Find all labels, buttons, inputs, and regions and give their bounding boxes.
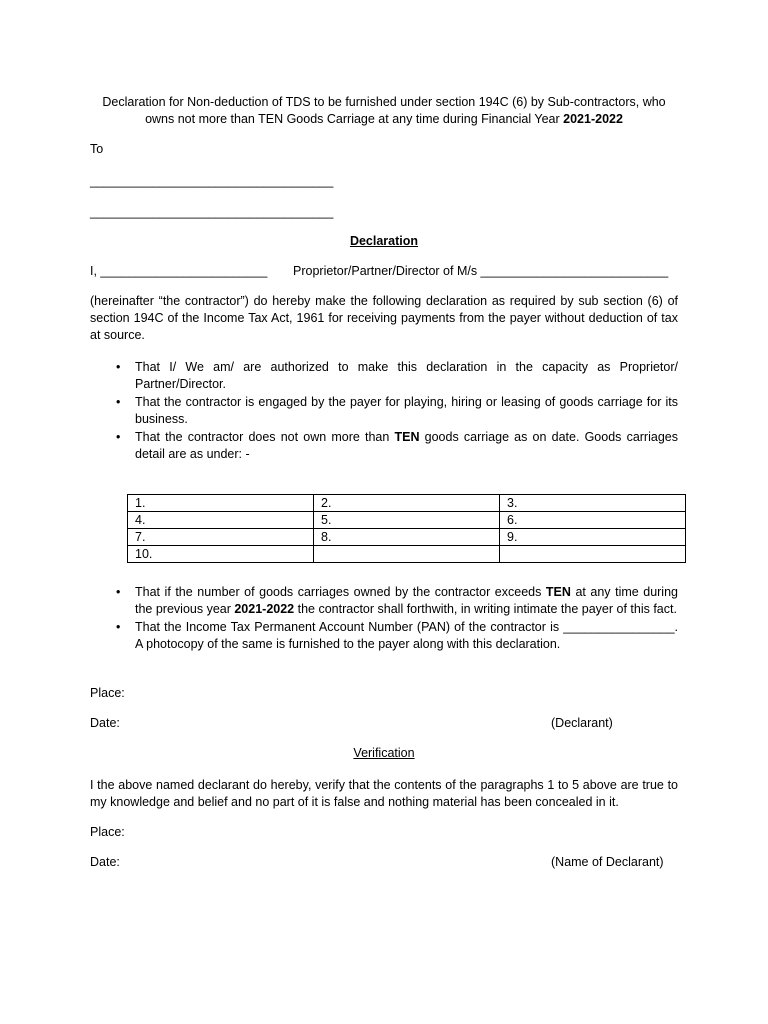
table-cell [500,546,686,563]
table-cell: 2. [314,495,500,512]
bullet-icon: • [116,585,121,599]
declarant-name-label: (Name of Declarant) [551,855,664,869]
declarant-name-line: I, ________________________ [90,264,268,278]
declaration-points [90,359,678,464]
declarant-signature-label: (Declarant) [551,716,613,730]
table-cell: 8. [314,529,500,546]
table-row [128,512,686,529]
verification-text: I the above named declarant do hereby, verify that the contents of the paragraphs 1 to 5 above are true to my knowledge and belief and no part of it is false and nothing material has been concealed in it. [90,778,678,809]
table-cell [314,546,500,563]
table-cell: 7. [128,529,314,546]
to-address-line-2: ___________________________________ [90,205,334,219]
date-label: Date: [90,716,120,730]
declaration-heading: Declaration [349,234,419,248]
table-cell: 6. [500,512,686,529]
declaration-point: • That I/ We am/ are authorized to make this declaration in the capacity as Proprietor/ Partner/Director. [116,360,678,391]
title-line-2: owns not more than TEN Goods Carriage at any time during Financial Year 2021-2022 [145,112,623,126]
table-row [128,546,686,563]
additional-points [90,584,678,654]
table-cell: 9. [500,529,686,546]
declaration-point: • That the contractor is engaged by the payer for playing, hiring or leasing of goods carriage for its business. [116,395,678,426]
place-label: Place: [90,686,125,700]
financial-year: 2021-2022 [563,112,623,126]
table-row [128,529,686,546]
table-cell: 5. [314,512,500,529]
table-cell: 3. [500,495,686,512]
declaration-point: • That the contractor does not own more than TEN goods carriage as on date. Goods carriages detail are as under: - [116,430,678,461]
goods-carriage-table [127,494,686,563]
table-cell: 4. [128,512,314,529]
document-title [90,94,678,128]
title-line-1: Declaration for Non-deduction of TDS to be furnished under section 194C (6) by Sub-contractors, who [102,95,666,109]
bullet-icon: • [116,430,121,444]
declaration-intro: (hereinafter “the contractor”) do hereby make the following declaration as required by sub section (6) of section 194C of the Income Tax Act, 1961 for receiving payments from the payer without deduction of tax at source. [90,294,678,342]
to-address-line-1: ___________________________________ [90,174,334,188]
bullet-icon: • [116,395,121,409]
to-label: To [90,142,104,156]
verification-heading: Verification [353,746,415,760]
proprietor-line: Proprietor/Partner/Director of M/s ___________________________ [293,264,669,278]
declaration-point: • That the Income Tax Permanent Account Number (PAN) of the contractor is ________________. A photocopy of the same is furnished to the payer along with this declaration. [116,620,678,651]
declaration-point: • That if the number of goods carriages owned by the contractor exceeds TEN at any time during the previous year 2021-2022 the contractor shall forthwith, in writing intimate the payer of this fact. [116,585,678,616]
table-cell: 1. [128,495,314,512]
bullet-icon: • [116,360,121,374]
verification-date-label: Date: [90,855,120,869]
bullet-icon: • [116,620,121,634]
verification-place-label: Place: [90,825,125,839]
table-row [128,495,686,512]
table-cell: 10. [128,546,314,563]
